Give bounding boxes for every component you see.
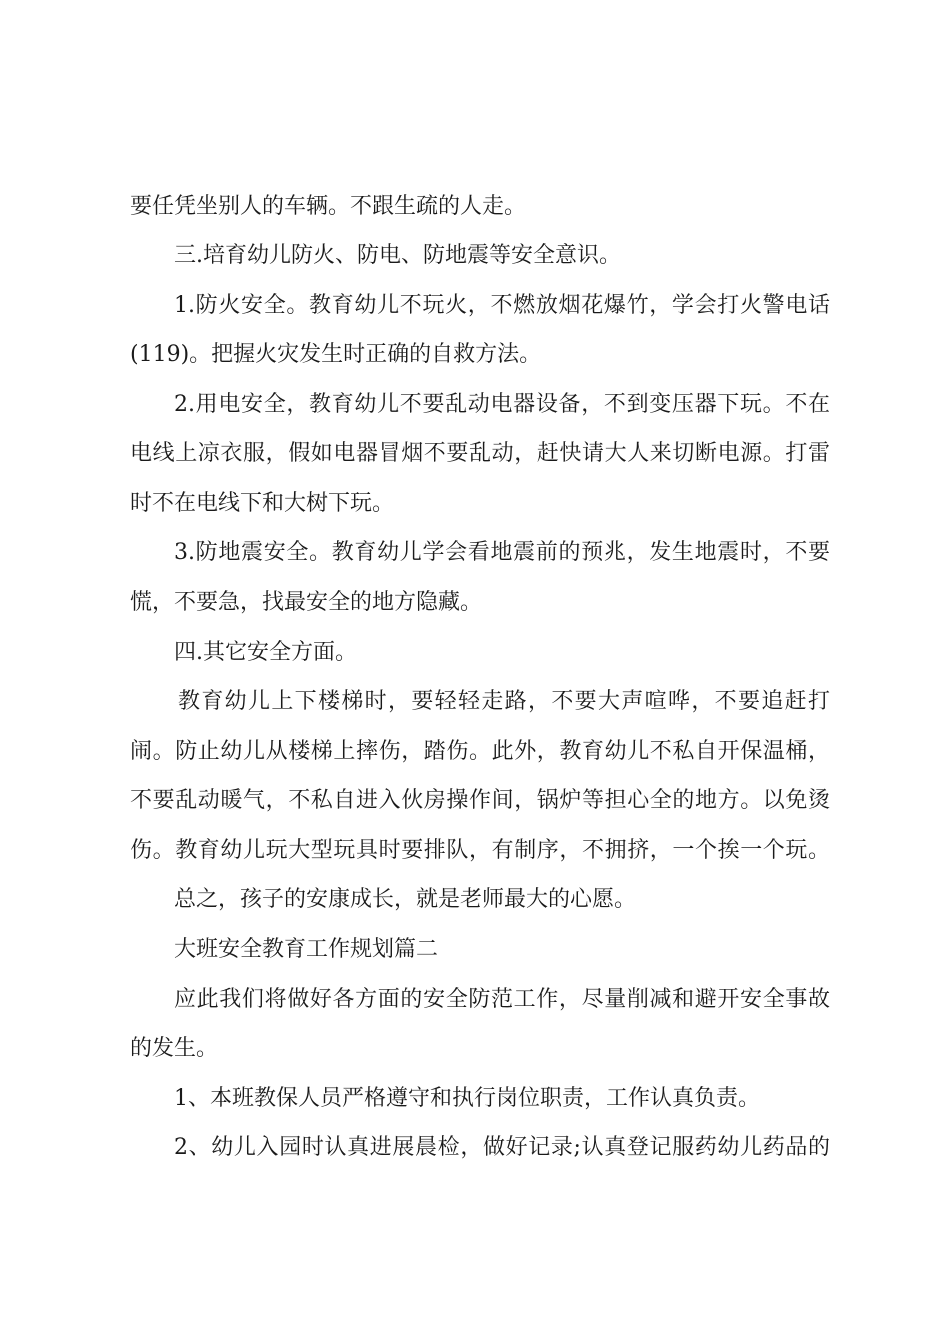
- text-line: 2.用电安全，教育幼儿不要乱动电器设备，不到变压器下玩。不在: [174, 392, 830, 417]
- text-line: 不要乱动暖气，不私自进入伙房操作间，锅炉等担心全的地方。以免烫: [130, 788, 830, 813]
- section-heading: 三.培育幼儿防火、防电、防地震等安全意识。: [174, 243, 621, 268]
- text-line: 2、幼儿入园时认真进展晨检，做好记录;认真登记服药幼儿药品的: [174, 1135, 830, 1160]
- text-line: 电线上凉衣服，假如电器冒烟不要乱动，赶快请大人来切断电源。打雷: [130, 441, 830, 466]
- text-line: 教育幼儿上下楼梯时，要轻轻走路，不要大声喧哗，不要追赶打: [178, 689, 830, 714]
- text-line: 应此我们将做好各方面的安全防范工作，尽量削减和避开安全事故: [174, 987, 830, 1012]
- text-line: 时不在电线下和大树下玩。: [130, 491, 395, 516]
- text-line: 伤。教育幼儿玩大型玩具时要排队，有制序，不拥挤，一个挨一个玩。: [130, 838, 830, 863]
- text-line: 的发生。: [130, 1036, 219, 1061]
- section-heading: 四.其它安全方面。: [174, 640, 357, 665]
- text-line: 慌，不要急，找最安全的地方隐藏。: [130, 590, 483, 615]
- text-line: 总之，孩子的安康成长，就是老师最大的心愿。: [174, 887, 637, 912]
- text-line: (119)。把握火灾发生时正确的自救方法。: [130, 342, 542, 367]
- text-line: 1.防火安全。教育幼儿不玩火，不燃放烟花爆竹，学会打火警电话: [174, 293, 830, 318]
- text-line: 3.防地震安全。教育幼儿学会看地震前的预兆，发生地震时，不要: [174, 540, 830, 565]
- text-line: 1、本班教保人员严格遵守和执行岗位职责，工作认真负责。: [174, 1086, 760, 1111]
- text-line: 闹。防止幼儿从楼梯上摔伤，踏伤。此外，教育幼儿不私自开保温桶，: [130, 739, 830, 764]
- text-line: 要任凭坐别人的车辆。不跟生疏的人走。: [130, 194, 527, 219]
- section-heading: 大班安全教育工作规划篇二: [174, 937, 439, 962]
